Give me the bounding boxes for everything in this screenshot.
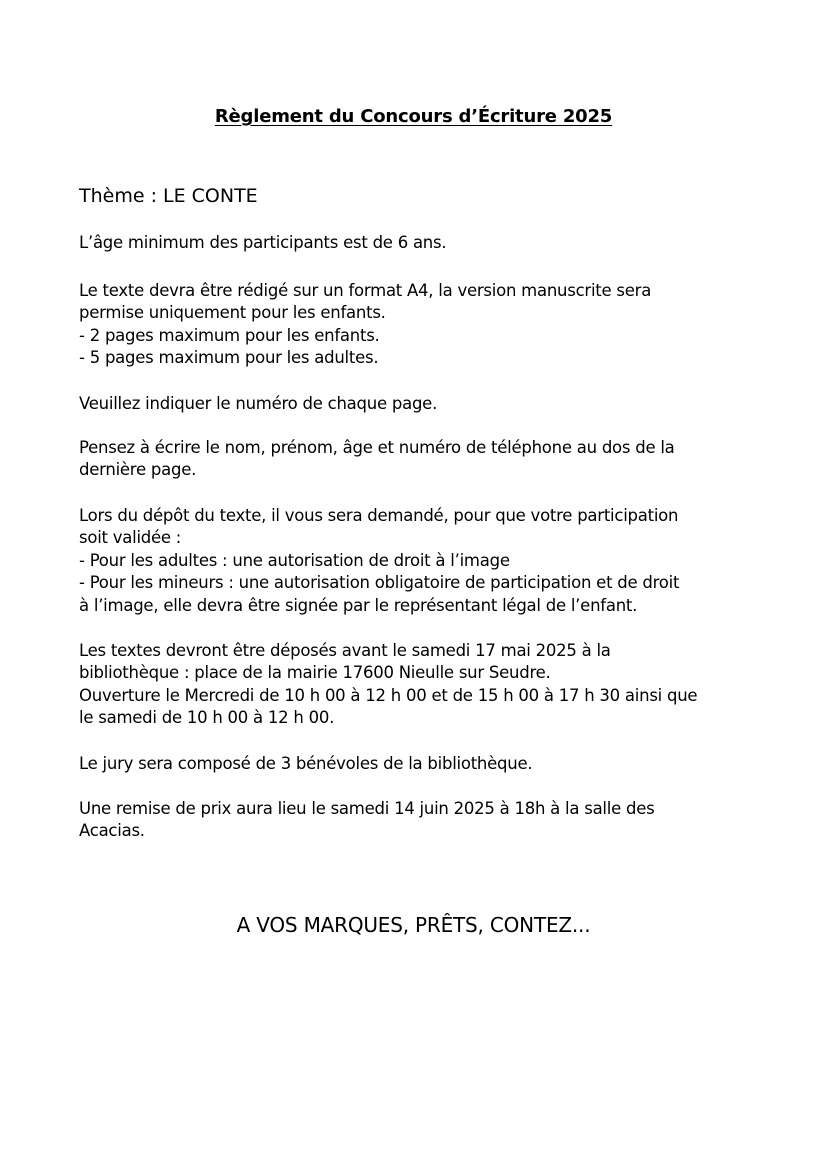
identity-line-2: dernière page. xyxy=(79,460,197,480)
jury-line: Le jury sera composé de 3 bénévoles de la bibliothèque. xyxy=(79,754,533,773)
hours-line-2: le samedi de 10 h 00 à 12 h 00. xyxy=(79,708,335,728)
age-line: L’âge minimum des participants est de 6 ans. xyxy=(79,233,447,252)
hours-line-1: Ouverture le Mercredi de 10 h 00 à 12 h 00 et de 15 h 00 à 17 h 30 ainsi que xyxy=(79,685,698,705)
deposit-paragraph xyxy=(79,505,759,617)
theme-heading: Thème : LE CONTE xyxy=(79,185,258,207)
document-title-text: Règlement du Concours d’Écriture 2025 xyxy=(214,106,613,127)
format-paragraph xyxy=(79,280,759,370)
page-number-line: Veuillez indiquer le numéro de chaque page. xyxy=(79,394,438,413)
prize-paragraph xyxy=(79,798,759,843)
deposit-adults-line: - Pour les adultes : une autorisation de droit à l’image xyxy=(79,550,510,570)
format-line-2: permise uniquement pour les enfants. xyxy=(79,303,386,323)
identity-line-1: Pensez à écrire le nom, prénom, âge et numéro de téléphone au dos de la xyxy=(79,438,675,457)
format-line-1: Le texte devra être rédigé sur un format A4, la version manuscrite sera xyxy=(79,281,652,300)
document-title xyxy=(0,104,827,130)
deposit-line-1: Lors du dépôt du texte, il vous sera demandé, pour que votre participation xyxy=(79,506,679,525)
jury-paragraph xyxy=(79,753,759,775)
closing-slogan: A VOS MARQUES, PRÊTS, CONTEZ... xyxy=(236,913,591,937)
age-paragraph xyxy=(79,232,759,254)
prize-line-1: Une remise de prix aura lieu le samedi 14 juin 2025 à 18h à la salle des xyxy=(79,799,655,818)
identity-paragraph xyxy=(79,437,759,482)
deadline-paragraph xyxy=(79,640,759,730)
deposit-minors-line-1: - Pour les mineurs : une autorisation obligatoire de participation et de droit xyxy=(79,573,680,593)
prize-line-2: Acacias. xyxy=(79,821,145,841)
deposit-line-2: soit validée : xyxy=(79,528,182,548)
pages-adults-line: - 5 pages maximum pour les adultes. xyxy=(79,348,379,368)
deadline-line-2: bibliothèque : place de la mairie 17600 Nieulle sur Seudre. xyxy=(79,663,551,683)
deposit-minors-line-2: à l’image, elle devra être signée par le représentant légal de l’enfant. xyxy=(79,595,638,615)
deadline-line-1: Les textes devront être déposés avant le samedi 17 mai 2025 à la xyxy=(79,641,611,660)
pages-children-line: - 2 pages maximum pour les enfants. xyxy=(79,325,380,345)
page-number-paragraph xyxy=(79,393,759,415)
